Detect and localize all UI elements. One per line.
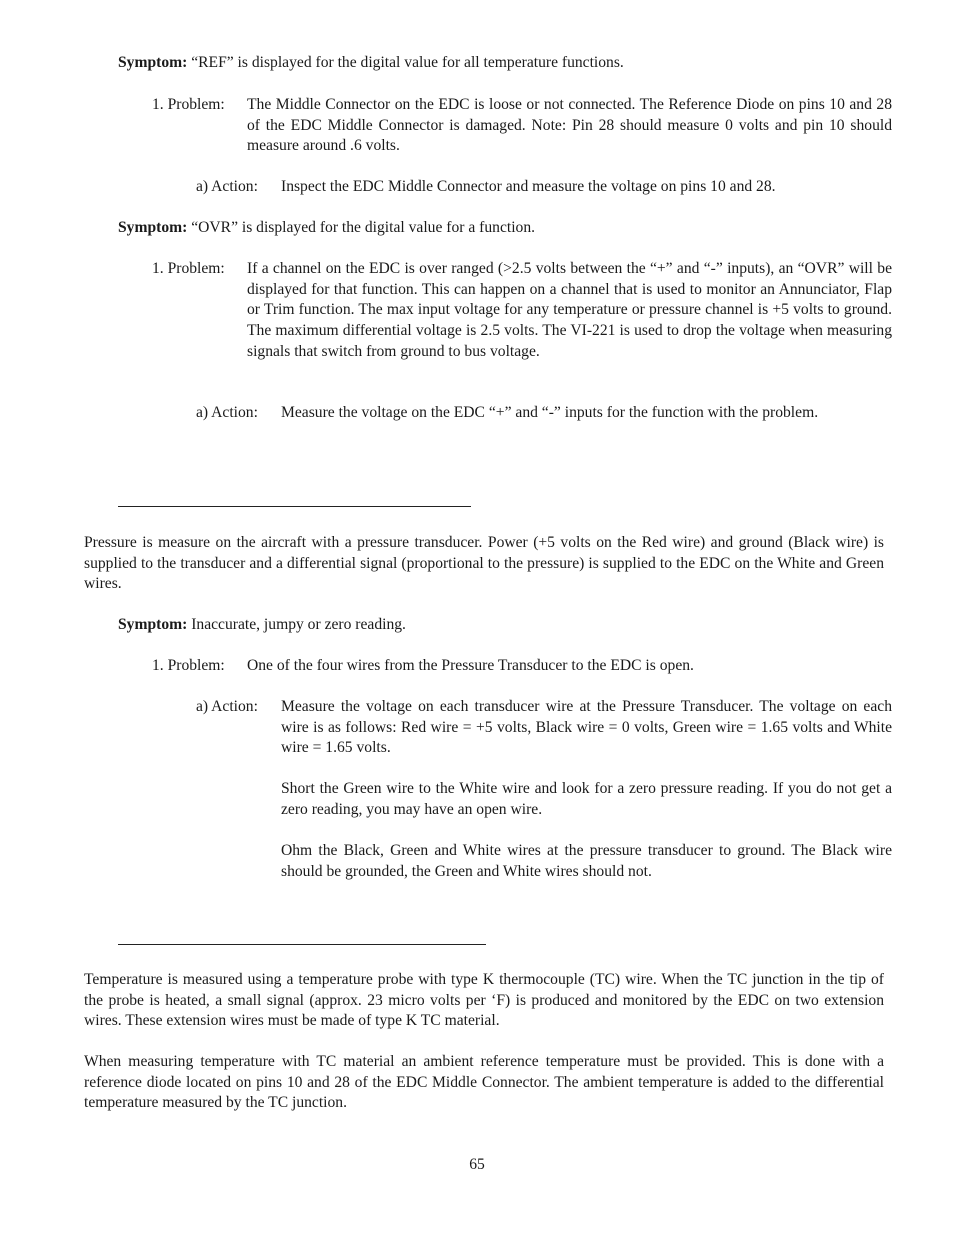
- temperature-reference: When measuring temperature with TC material an ambient reference temperature must be provided. This is done with a reference diode located on pins 10 and 28 of the EDC Middle Connector. The ambient temperature is added to the differential temperature measured by the TC junction.: [84, 1053, 884, 1112]
- problem-text: The Middle Connector on the EDC is loose or not connected. The Reference Diode on pins 10 and 28 of the EDC Middle Connector is damaged. Note: Pin 28 should measure 0 volts and pin 10 should measure around .6 volts.: [247, 96, 892, 155]
- problem-1: [152, 95, 892, 158]
- action-text: Measure the voltage on the EDC “+” and “-” inputs for the function with the problem.: [281, 404, 819, 421]
- symptom-ref: [118, 53, 898, 74]
- section-rule: [118, 506, 471, 507]
- symptom-text: “REF” is displayed for the digital value for all temperature functions.: [191, 54, 624, 71]
- problem-number: 1. Problem:: [152, 260, 225, 277]
- page-number: 65: [469, 1156, 485, 1173]
- problem-3: [152, 656, 892, 678]
- temperature-intro: Temperature is measured using a temperature probe with type K thermocouple (TC) wire. When the TC junction in the tip of the probe is heated, a small signal (approx. 23 micro volts per ‘F) is produced and monitored by the EDC on two extension wires. These extension wires must be made of type K TC material.: [84, 971, 884, 1030]
- action-text-2: Short the Green wire to the White wire and look for a zero pressure reading. If you do not get a zero reading, you may have an open wire.: [281, 780, 892, 818]
- action-text-3: Ohm the Black, Green and White wires at the pressure transducer to ground. The Black wire should be grounded, the Green and White wires should not.: [281, 842, 892, 880]
- symptom-inaccurate: [118, 615, 898, 636]
- section-rule: [118, 944, 486, 945]
- symptom-text: “OVR” is displayed for the digital value for a function.: [191, 219, 536, 236]
- action-1: [196, 177, 892, 199]
- symptom-ovr: [118, 218, 898, 239]
- action-label: a) Action:: [196, 178, 258, 195]
- action-label: a) Action:: [196, 698, 258, 715]
- problem-number: 1. Problem:: [152, 96, 225, 113]
- action-text: Inspect the EDC Middle Connector and measure the voltage on pins 10 and 28.: [281, 178, 776, 195]
- problem-number: 1. Problem:: [152, 657, 225, 674]
- symptom-text: Inaccurate, jumpy or zero reading.: [191, 616, 406, 633]
- action-text: Measure the voltage on each transducer wire at the Pressure Transducer. The voltage on each wire is as follows: Red wire = +5 volts, Black wire = 0 volts, Green wire = 1.65 volts and White wire = 1.65 volts.: [281, 698, 892, 757]
- action-2: [196, 403, 892, 445]
- problem-2: [152, 259, 892, 385]
- action-label: a) Action:: [196, 404, 258, 421]
- pressure-intro: Pressure is measure on the aircraft with a pressure transducer. Power (+5 volts on the Red wire) and ground (Black wire) is supplied to the transducer and a differential signal (proportional to the pressure) is supplied to the EDC on the White and Green wires.: [84, 534, 884, 593]
- problem-text: One of the four wires from the Pressure Transducer to the EDC is open.: [247, 657, 694, 674]
- symptom-label: Symptom:: [118, 54, 188, 71]
- symptom-label: Symptom:: [118, 616, 188, 633]
- problem-text: If a channel on the EDC is over ranged (>2.5 volts between the “+” and “-” inputs), an “OVR” will be displayed for that function. This can happen on a channel that is used to monitor an Annunciator, Flap or Trim function. The max input voltage for any temperature or pressure channel is +5 volts to ground. The maximum differential voltage is 2.5 volts. The VI-221 is used to drop the voltage when measuring signals that switch from ground to bus voltage.: [247, 260, 892, 360]
- action-3: [196, 697, 892, 883]
- symptom-label: Symptom:: [118, 219, 188, 236]
